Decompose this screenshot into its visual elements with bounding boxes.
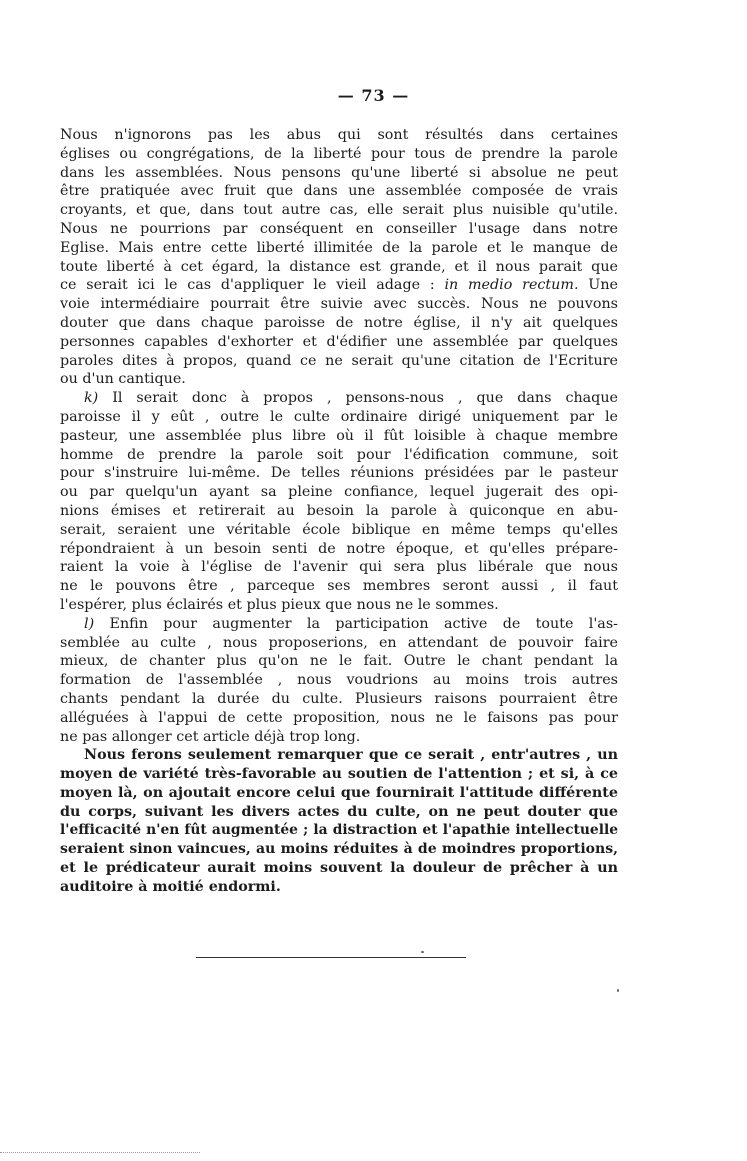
line-text: pasteur, une assemblée plus libre où il fût loisible à chaque membre (60, 427, 618, 444)
text-line (60, 690, 618, 709)
line-text: ou d'un cantique. (60, 371, 186, 388)
text-line (60, 615, 618, 634)
line-text: nions émises et retirerait au besoin la parole à quiconque en abu- (60, 502, 618, 519)
text-line (60, 784, 618, 803)
text-line (60, 521, 618, 540)
line-text: paroisse il y eût , outre le culte ordinaire dirigé uniquement par le (60, 408, 618, 425)
text-line (60, 258, 618, 277)
body-text (60, 126, 618, 897)
text-line (60, 126, 618, 145)
line-text: ne pas allonger cet article déjà trop long. (60, 728, 361, 745)
text-line (60, 634, 618, 653)
text-line (60, 746, 618, 765)
paragraph (60, 389, 618, 615)
text-line (60, 803, 618, 822)
line-text: raient la voie à l'église de l'avenir qui sera plus libérale que nous (60, 559, 618, 576)
section-separator-rule (196, 957, 466, 958)
text-line (60, 671, 618, 690)
line-text: toute liberté à cet égard, la distance est grande, et il nous parait que (60, 258, 618, 275)
line-text: alléguées à l'appui de cette proposition, nous ne le faisons pas pour (60, 709, 618, 726)
text-line (60, 596, 618, 615)
line-text: Nous ne pourrions par conséquent en conseiller l'usage dans notre (60, 220, 618, 237)
list-marker: k) (84, 390, 99, 407)
text-line (60, 840, 618, 859)
text-line (60, 540, 618, 559)
text-line (60, 276, 618, 295)
text-line (60, 709, 618, 728)
paper-speck (421, 951, 424, 953)
line-text: Enfin pour augmenter la participation active de toute l'as- (94, 615, 618, 632)
line-text: moyen de variété très-favorable au soutien de l'attention ; et si, à ce (60, 766, 618, 783)
text-line (60, 201, 618, 220)
line-text: Nous ferons seulement remarquer que ce serait , entr'autres , un (84, 747, 618, 764)
line-text: ne le pouvons être , parceque ses membres seront aussi , il faut (60, 578, 618, 595)
line-text: ce serait ici le cas d'appliquer le vieil adage : (60, 277, 445, 294)
text-line (60, 333, 618, 352)
line-text: répondraient à un besoin senti de notre époque, et qu'elles prépare- (60, 540, 618, 557)
text-line (60, 408, 618, 427)
line-text: l'efficacité n'en fût augmentée ; la distraction et l'apathie intellectuelle (60, 822, 618, 839)
line-text: semblée au culte , nous proposerions, en attendant de pouvoir faire (60, 634, 618, 651)
line-text: être pratiquée avec fruit que dans une assemblée composée de vrais (60, 183, 618, 200)
text-line (60, 652, 618, 671)
text-line (60, 502, 618, 521)
paragraph (60, 615, 618, 747)
text-line (60, 859, 618, 878)
line-text: églises ou congrégations, de la liberté pour tous de prendre la parole (60, 145, 618, 162)
text-line (60, 728, 618, 747)
paper-edge-mark (0, 1152, 200, 1153)
text-line (60, 558, 618, 577)
line-text: mieux, de chanter plus qu'on ne le fait. Outre le chant pendant la (60, 653, 618, 670)
paragraph (60, 746, 618, 896)
text-line (60, 464, 618, 483)
line-text: et le prédicateur aurait moins souvent la douleur de prêcher à un (60, 860, 618, 877)
text-line (60, 483, 618, 502)
text-line (60, 427, 618, 446)
line-text: homme de prendre la parole soit pour l'édification commune, soit (60, 446, 618, 463)
line-text: pour s'instruire lui-même. De telles réunions présidées par le pasteur (60, 465, 618, 482)
text-line (60, 577, 618, 596)
page-number: — 73 — (337, 86, 410, 105)
line-text: voie intermédiaire pourrait être suivie avec succès. Nous ne pouvons (60, 296, 618, 313)
line-text: l'espérer, plus éclairés et plus pieux que nous ne le sommes. (60, 596, 499, 613)
line-text: paroles dites à propos, quand ce ne serait qu'une citation de l'Ecriture (60, 352, 618, 369)
paragraph (60, 126, 618, 389)
text-line (60, 446, 618, 465)
line-text: dans les assemblées. Nous pensons qu'une liberté si absolue ne peut (60, 164, 618, 181)
text-line (60, 239, 618, 258)
line-text: Une (578, 277, 618, 294)
line-text: serait, seraient une véritable école biblique en même temps qu'elles (60, 521, 618, 538)
line-text: formation de l'assemblée , nous voudrions au moins trois autres (60, 672, 618, 689)
latin-quote: in medio rectum. (444, 277, 579, 294)
text-line (60, 145, 618, 164)
line-text: chants pendant la durée du culte. Plusieurs raisons pourraient être (60, 690, 618, 707)
line-text: Eglise. Mais entre cette liberté illimitée de la parole et le manque de (60, 239, 618, 256)
line-text: ou par quelqu'un ayant sa pleine confiance, lequel jugerait des opi- (60, 484, 618, 501)
line-text: moyen là, on ajoutait encore celui que fournirait l'attitude différente (60, 784, 618, 801)
text-line (60, 765, 618, 784)
text-line (60, 182, 618, 201)
line-text: personnes capables d'exhorter et d'édifier une assemblée par quelques (60, 333, 618, 350)
line-text: Nous n'ignorons pas les abus qui sont résultés dans certaines (60, 127, 618, 143)
text-line (60, 878, 618, 897)
line-text: croyants, et que, dans tout autre cas, elle serait plus nuisible qu'utile. (60, 202, 618, 219)
line-text: seraient sinon vaincues, au moins réduites à de moindres proportions, (60, 841, 618, 858)
text-line (60, 164, 618, 183)
line-text: Il serait donc à propos , pensons-nous , que dans chaque (98, 390, 618, 407)
list-marker: l) (84, 615, 95, 632)
paper-speck (617, 989, 619, 992)
text-line (60, 314, 618, 333)
text-line (60, 220, 618, 239)
text-line (60, 389, 618, 408)
text-line (60, 295, 618, 314)
text-line (60, 352, 618, 371)
line-text: douter que dans chaque paroisse de notre église, il n'y ait quelques (60, 314, 618, 331)
text-line (60, 370, 618, 389)
text-line (60, 821, 618, 840)
line-text: du corps, suivant les divers actes du culte, on ne peut douter que (60, 803, 618, 820)
line-text: auditoire à moitié endormi. (60, 878, 281, 895)
